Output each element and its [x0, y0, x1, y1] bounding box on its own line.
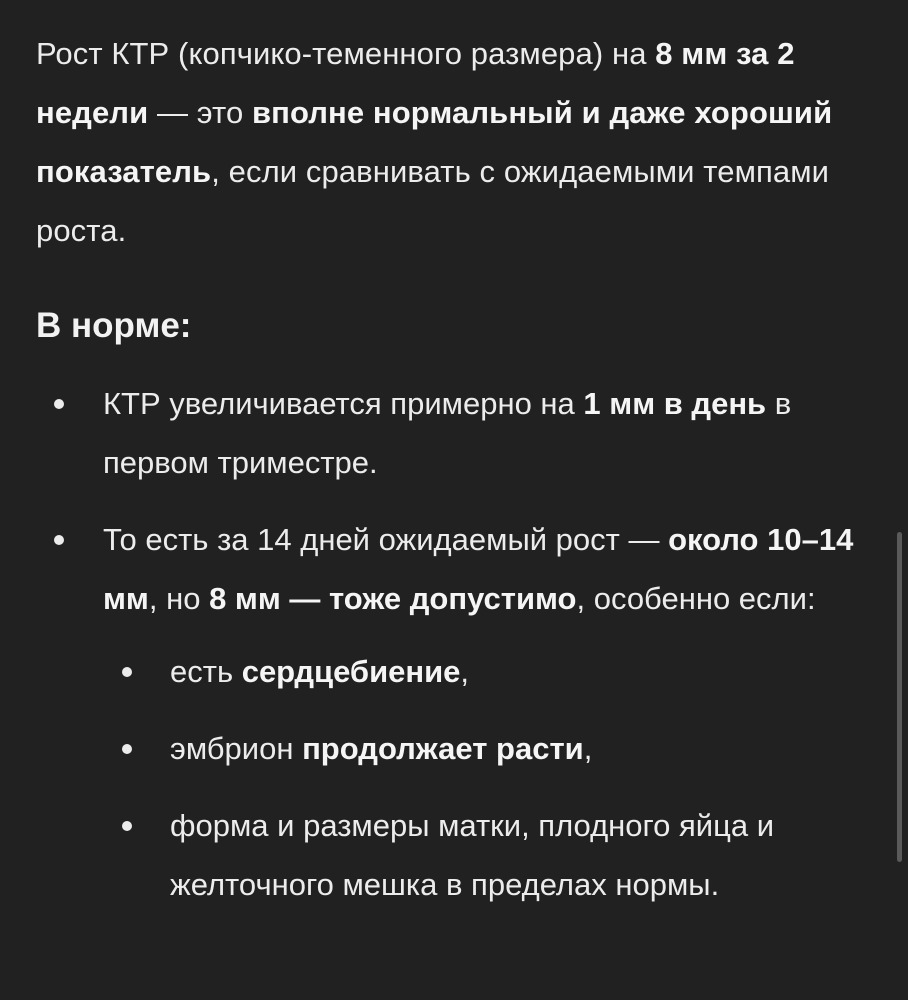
intro-paragraph: [36, 24, 876, 260]
list-item-text: , особенно если:: [576, 581, 816, 616]
message-content: [36, 24, 876, 932]
bullet-list: [36, 374, 876, 914]
list-item-text: КТР увеличивается примерно на: [103, 386, 584, 421]
list-item: [36, 374, 876, 492]
nested-list-item: [102, 642, 876, 701]
bullet-dot-icon: [122, 821, 132, 831]
nested-list-item: [102, 796, 876, 914]
section-heading: В норме:: [36, 306, 192, 345]
nested-bullet-list: [103, 642, 876, 914]
list-item-text: , но: [148, 581, 210, 616]
intro-text: — это: [148, 95, 253, 130]
nested-list-item-bold: продолжает расти: [302, 731, 584, 766]
nested-list-item: [102, 719, 876, 778]
nested-list-item-text: эмбрион: [170, 731, 303, 766]
list-item: [36, 510, 876, 914]
bullet-dot-icon: [122, 667, 132, 677]
intro-text: , если сравнивать с ожидаемыми темпами роста.: [36, 154, 830, 248]
nested-list-item-text: ,: [583, 731, 593, 766]
nested-list-item-text: форма и размеры матки, плодного яйца и желточного мешка в пределах нормы.: [170, 808, 775, 902]
nested-list-item-text: есть: [170, 654, 242, 689]
intro-text: Рост КТР (копчико-теменного размера) на: [36, 36, 656, 71]
bullet-dot-icon: [54, 535, 64, 545]
list-item-bold: 1 мм в день: [583, 386, 767, 421]
intro-bold-assessment: вполне нормальный и даже хороший показатель: [36, 95, 833, 189]
bullet-dot-icon: [54, 399, 64, 409]
list-item-text: в первом триместре.: [103, 386, 792, 480]
nested-list-item-bold: сердцебиение: [241, 654, 461, 689]
scrollbar-thumb[interactable]: [897, 532, 902, 862]
list-item-text: То есть за 14 дней ожидаемый рост —: [103, 522, 669, 557]
bullet-dot-icon: [122, 744, 132, 754]
nested-list-item-text: ,: [460, 654, 470, 689]
list-item-bold: около 10–14 мм: [103, 522, 854, 616]
intro-bold-growth: 8 мм за 2 недели: [36, 36, 795, 130]
list-item-bold: 8 мм — тоже допустимо: [209, 581, 577, 616]
